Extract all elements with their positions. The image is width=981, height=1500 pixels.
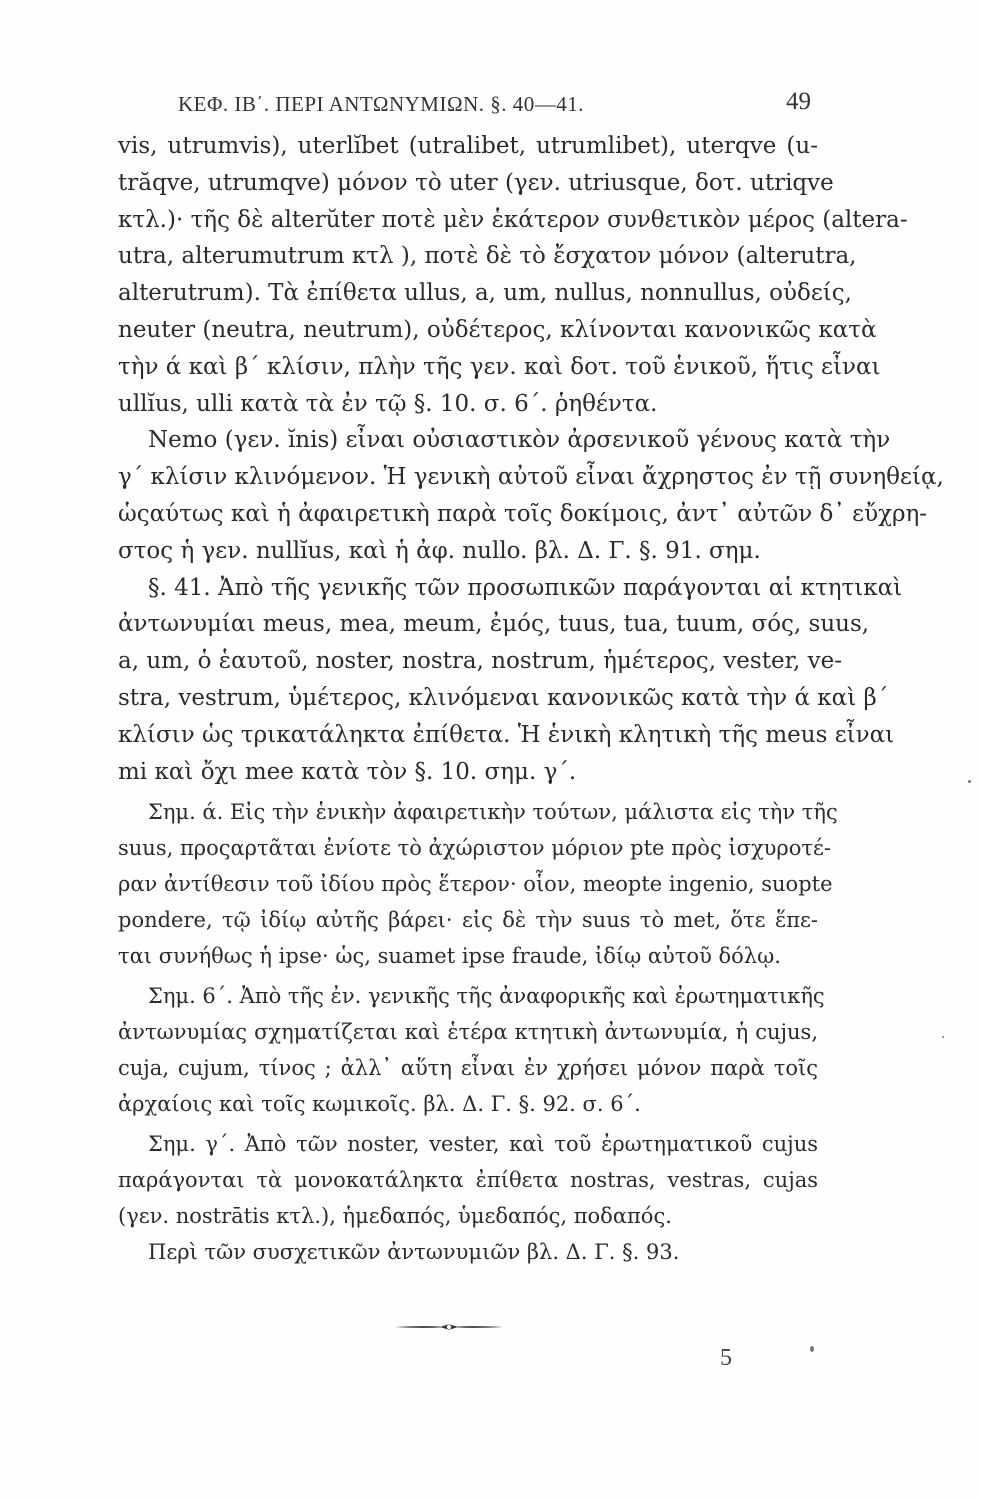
text-line: neuter (neutra, neutrum), οὐδέτερος, κλίνονται κανονικῶς κατὰ — [118, 316, 877, 343]
note-line: (γεν. nostrātis κτλ.), ἡμεδαπός, ὑμεδαπός, ποδαπός. — [118, 1204, 672, 1229]
text-line: γ΄ κλίσιν κλινόμενον. Ἡ γενικὴ αὐτοῦ εἶναι ἄχρηστος ἐν τῇ συνηθείᾳ, — [118, 464, 944, 491]
text-line: κλίσιν ὡς τρικατάληκτα ἐπίθετα. Ἡ ἑνικὴ κλητικὴ τῆς meus εἶναι — [118, 721, 895, 748]
note-line: pondere, τῷ ἰδίῳ αὐτῆς βάρει· εἰς δὲ τὴν suus τὸ met, ὅτε ἕπε- — [118, 908, 818, 933]
note-line: Σημ. 6΄. Ἀπὸ τῆς ἐν. γενικῆς τῆς ἀναφορικῆς καὶ ἐρωτηματικῆς — [148, 984, 825, 1009]
note-line: Σημ. ά. Εἰς τὴν ἑνικὴν ἀφαιρετικὴν τούτων, μάλιστα εἰς τὴν τῆς — [148, 800, 838, 825]
paper-speck — [942, 1036, 944, 1038]
note-line: cuja, cujum, τίνος ; ἀλλ᾽ αὕτη εἶναι ἐν χρήσει μόνον παρὰ τοῖς — [118, 1056, 818, 1081]
paper-speck — [968, 780, 971, 783]
text-line: στος ἡ γεν. nullĭus, καὶ ἡ ἀφ. nullo. βλ. Δ. Γ. §. 91. σημ. — [118, 537, 761, 564]
text-line: Nemo (γεν. ĭnis) εἶναι οὐσιαστικὸν ἀρσενικοῦ γένους κατὰ τὴν — [148, 427, 891, 454]
text-line: ullĭus, ulli κατὰ τὰ ἐν τῷ §. 10. σ. 6΄. ῥηθέντα. — [118, 390, 658, 417]
ornamental-rule-icon — [395, 1322, 503, 1332]
text-line: utra, alterumutrum κτλ ), ποτὲ δὲ τὸ ἔσχατον μόνον (alterutra, — [118, 243, 857, 270]
page-number: 49 — [786, 88, 811, 115]
note-line: Περὶ τῶν συσχετικῶν ἀντωνυμιῶν βλ. Δ. Γ. §. 93. — [148, 1240, 680, 1265]
text-line: ἀντωνυμίαι meus, mea, meum, ἐμός, tuus, tua, tuum, σός, suus, — [118, 611, 870, 638]
text-line: alterutrum). Τὰ ἐπίθετα ullus, a, um, nullus, nonnullus, οὐδείς, — [118, 280, 852, 307]
text-line: vis, utrumvis), uterlĭbet (utralibet, utrumlibet), uterqve (u- — [118, 133, 818, 159]
note-line: Σημ. γ΄. Ἀπὸ τῶν noster, vester, καὶ τοῦ ἐρωτηματικοῦ cujus — [148, 1132, 818, 1157]
text-line: trăqve, utrumqve) μόνον τὸ uter (γεν. utriusque, δοτ. utriqve — [118, 169, 834, 196]
text-line: mi καὶ ὄχι mee κατὰ τὸν §. 10. σημ. γ΄. — [118, 758, 577, 785]
main-text — [118, 128, 944, 1270]
note-line: ται συνήθως ἡ ipse· ὡς, suamet ipse fraude, ἰδίῳ αὐτοῦ δόλῳ. — [118, 944, 781, 969]
text-line: τὴν ά καὶ β΄ κλίσιν, πλὴν τῆς γεν. καὶ δοτ. τοῦ ἑνικοῦ, ἥτις εἶναι — [118, 353, 881, 380]
note-line: suus, προςαρτᾶται ἐνίοτε τὸ ἀχώριστον μόριον pte πρὸς ἰσχυροτέ- — [118, 836, 832, 861]
signature-mark: 5 — [720, 1345, 732, 1371]
note-line: ἀρχαίοις καὶ τοῖς κωμικοῖς. βλ. Δ. Γ. §. 92. σ. 6΄. — [118, 1092, 641, 1117]
running-head: ΚΕΦ. ΙΒ΄. ΠΕΡΙ ΑΝΤΩΝΥΜΙΩΝ. §. 40—41. — [178, 92, 584, 116]
text-line: stra, vestrum, ὑμέτερος, κλινόμεναι κανονικῶς κατὰ τὴν ά καὶ β΄ — [118, 684, 889, 711]
paper-speck — [810, 1346, 814, 1352]
section-heading-line: §. 41. Ἀπὸ τῆς γενικῆς τῶν προσωπικῶν παράγονται αἱ κτητικαὶ — [148, 574, 903, 601]
note-line: παράγονται τὰ μονοκατάληκτα ἐπίθετα nostras, vestras, cujas — [118, 1168, 818, 1193]
text-line: κτλ.)· τῆς δὲ alterŭter ποτὲ μὲν ἑκάτερον συνθετικὸν μέρος (altera- — [118, 206, 908, 233]
text-line: a, um, ὁ ἑαυτοῦ, noster, nostra, nostrum, ἡμέτερος, vester, ve- — [118, 648, 843, 675]
text-line: ὡςαύτως καὶ ἡ ἀφαιρετικὴ παρὰ τοῖς δοκίμοις, ἀντ᾽ αὐτῶν δ᾽ εὔχρη- — [118, 500, 928, 527]
note-line: ἀντωνυμίας σχηματίζεται καὶ ἑτέρα κτητικὴ ἀντωνυμία, ἡ cujus, — [118, 1020, 818, 1045]
note-line: ραν ἀντίθεσιν τοῦ ἰδίου πρὸς ἕτερον· οἷον, meopte ingenio, suopte — [118, 872, 833, 897]
